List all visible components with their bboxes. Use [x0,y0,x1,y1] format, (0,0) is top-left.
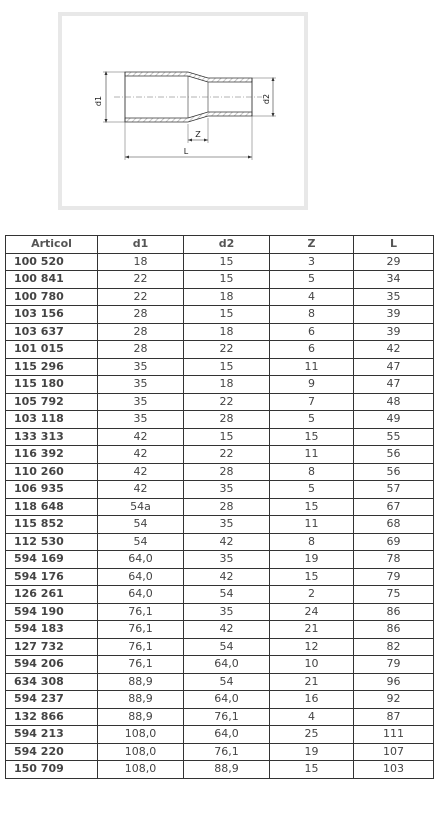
table-row [6,428,434,446]
table-row [6,463,434,481]
d2-value: 35 [184,551,270,569]
l-value: 48 [354,393,434,411]
d1-value: 54 [98,533,184,551]
article-code: 103 118 [6,411,98,429]
article-code: 594 206 [6,656,98,674]
l-value: 39 [354,306,434,324]
header-l: L [354,236,434,254]
d2-value: 18 [184,288,270,306]
d1-value: 76,1 [98,638,184,656]
z-value: 5 [270,271,354,289]
table-row [6,376,434,394]
d1-value: 22 [98,271,184,289]
d1-value: 88,9 [98,673,184,691]
d2-value: 18 [184,376,270,394]
d1-value: 76,1 [98,603,184,621]
table-row [6,481,434,499]
article-code: 115 180 [6,376,98,394]
l-label: L [183,147,189,156]
l-value: 56 [354,463,434,481]
table-row [6,621,434,639]
d2-value: 64,0 [184,726,270,744]
d2-value: 54 [184,638,270,656]
d1-value: 35 [98,376,184,394]
table-row [6,411,434,429]
z-value: 15 [270,761,354,779]
d1-value: 64,0 [98,551,184,569]
d2-value: 76,1 [184,743,270,761]
d2-value: 35 [184,481,270,499]
z-value: 3 [270,253,354,271]
d1-value: 108,0 [98,743,184,761]
z-value: 6 [270,341,354,359]
d1-value: 35 [98,393,184,411]
table-row [6,743,434,761]
d2-value: 28 [184,411,270,429]
article-code: 594 176 [6,568,98,586]
d2-value: 88,9 [184,761,270,779]
d2-value: 18 [184,323,270,341]
z-value: 25 [270,726,354,744]
table-row [6,551,434,569]
z-value: 2 [270,586,354,604]
l-value: 82 [354,638,434,656]
d2-value: 64,0 [184,691,270,709]
l-value: 68 [354,516,434,534]
d2-value: 42 [184,568,270,586]
table-row [6,691,434,709]
l-value: 75 [354,586,434,604]
l-value: 78 [354,551,434,569]
d1-value: 54a [98,498,184,516]
d2-value: 64,0 [184,656,270,674]
d1-value: 42 [98,446,184,464]
z-value: 9 [270,376,354,394]
z-arrow-left [188,139,192,142]
dimension-table [5,235,434,779]
article-code: 594 183 [6,621,98,639]
z-value: 4 [270,708,354,726]
article-code: 100 780 [6,288,98,306]
l-value: 57 [354,481,434,499]
d2-label: d2 [262,93,271,105]
d2-value: 28 [184,498,270,516]
z-value: 16 [270,691,354,709]
article-code: 115 852 [6,516,98,534]
d1-value: 64,0 [98,586,184,604]
d2-value: 28 [184,463,270,481]
l-value: 86 [354,603,434,621]
table-row [6,446,434,464]
d1-value: 42 [98,463,184,481]
article-code: 594 213 [6,726,98,744]
article-code: 594 220 [6,743,98,761]
article-code: 110 260 [6,463,98,481]
header-d1: d1 [98,236,184,254]
l-value: 55 [354,428,434,446]
d1-value: 18 [98,253,184,271]
l-value: 107 [354,743,434,761]
z-label: Z [195,130,201,139]
table-header [6,236,434,254]
d2-value: 42 [184,621,270,639]
z-value: 5 [270,411,354,429]
d2-value: 15 [184,253,270,271]
z-arrow-right [204,139,208,142]
l-value: 86 [354,621,434,639]
d1-value: 108,0 [98,761,184,779]
l-value: 111 [354,726,434,744]
d2-value: 35 [184,516,270,534]
z-value: 4 [270,288,354,306]
table-row [6,533,434,551]
d2-value: 15 [184,306,270,324]
table-row [6,708,434,726]
d1-value: 42 [98,481,184,499]
d2-arrow-top [272,77,275,81]
l-value: 79 [354,656,434,674]
l-arrow-right [248,156,252,159]
article-code: 103 156 [6,306,98,324]
d2-value: 54 [184,673,270,691]
z-value: 7 [270,393,354,411]
d1-value: 28 [98,323,184,341]
d1-value: 64,0 [98,568,184,586]
d2-arrow-bottom [272,113,275,117]
article-code: 115 296 [6,358,98,376]
l-value: 34 [354,271,434,289]
l-value: 42 [354,341,434,359]
article-code: 127 732 [6,638,98,656]
table-row [6,673,434,691]
z-value: 15 [270,568,354,586]
z-value: 8 [270,533,354,551]
article-code: 106 935 [6,481,98,499]
d2-value: 42 [184,533,270,551]
z-value: 19 [270,743,354,761]
z-value: 11 [270,446,354,464]
z-value: 8 [270,463,354,481]
table-row [6,288,434,306]
header-z: Z [270,236,354,254]
d2-value: 76,1 [184,708,270,726]
l-arrow-left [125,156,129,159]
z-value: 6 [270,323,354,341]
z-value: 24 [270,603,354,621]
article-code: 126 261 [6,586,98,604]
d1-value: 76,1 [98,621,184,639]
header-articol: Articol [6,236,98,254]
table-row [6,358,434,376]
z-value: 11 [270,516,354,534]
l-value: 47 [354,376,434,394]
d1-value: 76,1 [98,656,184,674]
table-row [6,761,434,779]
table-row [6,341,434,359]
l-value: 79 [354,568,434,586]
l-value: 69 [354,533,434,551]
z-value: 15 [270,428,354,446]
article-code: 594 190 [6,603,98,621]
d2-value: 54 [184,586,270,604]
d2-value: 22 [184,446,270,464]
article-code: 150 709 [6,761,98,779]
d2-value: 15 [184,358,270,376]
l-value: 67 [354,498,434,516]
article-code: 112 530 [6,533,98,551]
d1-value: 35 [98,411,184,429]
table-row [6,603,434,621]
d1-value: 35 [98,358,184,376]
z-value: 10 [270,656,354,674]
d2-value: 22 [184,341,270,359]
table-row [6,498,434,516]
z-value: 19 [270,551,354,569]
reducer-fitting-drawing [62,16,304,206]
article-code: 634 308 [6,673,98,691]
table-row [6,586,434,604]
l-value: 56 [354,446,434,464]
l-value: 92 [354,691,434,709]
z-value: 15 [270,498,354,516]
article-code: 100 520 [6,253,98,271]
d1-arrow-bottom [105,119,108,123]
d2-value: 15 [184,428,270,446]
table-row [6,271,434,289]
l-value: 35 [354,288,434,306]
table-body [6,253,434,778]
l-value: 87 [354,708,434,726]
l-value: 96 [354,673,434,691]
l-value: 49 [354,411,434,429]
article-code: 118 648 [6,498,98,516]
article-code: 133 313 [6,428,98,446]
d1-value: 28 [98,341,184,359]
d1-value: 108,0 [98,726,184,744]
technical-drawing-frame [58,12,308,210]
article-code: 101 015 [6,341,98,359]
header-row [6,236,434,254]
d1-value: 42 [98,428,184,446]
d1-value: 22 [98,288,184,306]
table-row [6,516,434,534]
l-value: 103 [354,761,434,779]
article-code: 116 392 [6,446,98,464]
d2-value: 15 [184,271,270,289]
z-value: 11 [270,358,354,376]
table-row [6,306,434,324]
fitting-lower-wall [125,112,252,122]
header-d2: d2 [184,236,270,254]
d1-value: 54 [98,516,184,534]
d2-value: 35 [184,603,270,621]
fitting-upper-wall [125,72,252,82]
l-value: 29 [354,253,434,271]
article-code: 594 169 [6,551,98,569]
l-value: 47 [354,358,434,376]
d1-value: 28 [98,306,184,324]
d1-arrow-top [105,71,108,75]
table-row [6,656,434,674]
article-code: 100 841 [6,271,98,289]
table-row [6,393,434,411]
d1-value: 88,9 [98,708,184,726]
article-code: 594 237 [6,691,98,709]
article-code: 105 792 [6,393,98,411]
d1-label: d1 [94,95,103,107]
article-code: 132 866 [6,708,98,726]
d1-value: 88,9 [98,691,184,709]
z-value: 21 [270,621,354,639]
article-code: 103 637 [6,323,98,341]
l-value: 39 [354,323,434,341]
z-value: 21 [270,673,354,691]
table-row [6,323,434,341]
table-row [6,638,434,656]
table-row [6,253,434,271]
table-row [6,568,434,586]
z-value: 5 [270,481,354,499]
table-row [6,726,434,744]
z-value: 8 [270,306,354,324]
d2-value: 22 [184,393,270,411]
z-value: 12 [270,638,354,656]
